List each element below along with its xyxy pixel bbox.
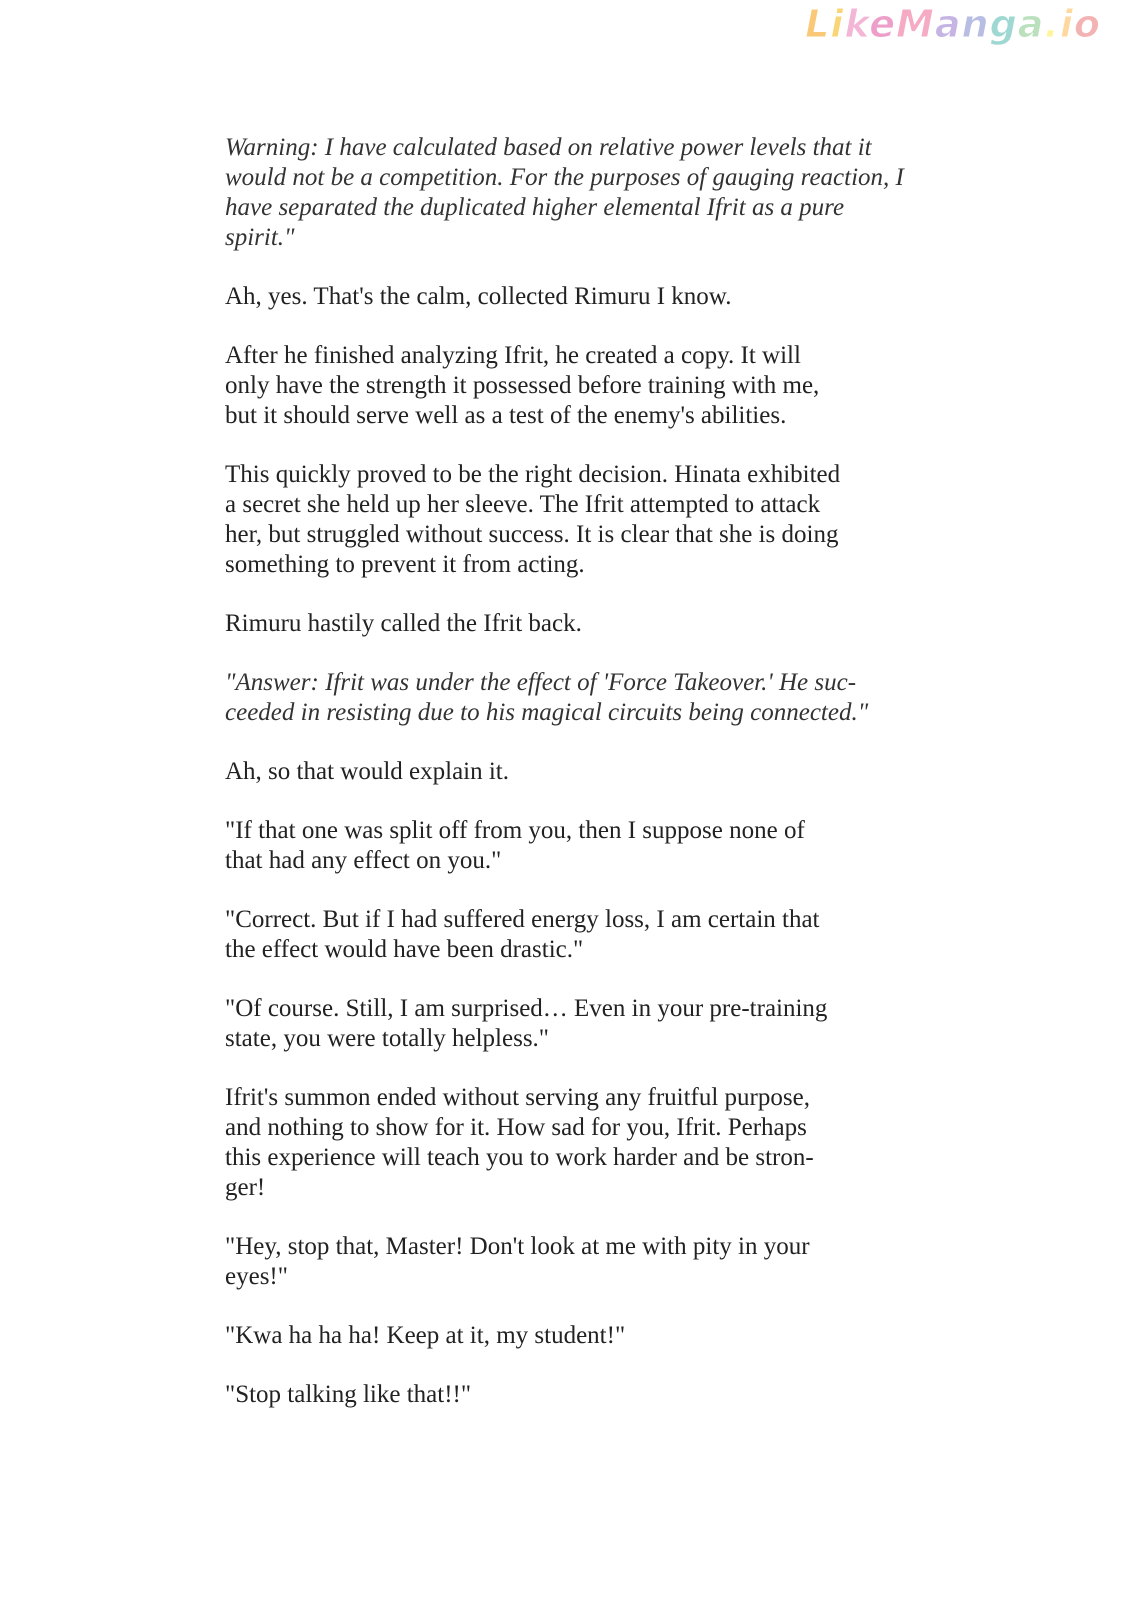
paragraph: "If that one was split off from you, then I suppose none of that had any effect on you." [225, 817, 805, 874]
watermark-letter: n [961, 2, 990, 46]
paragraph: After he finished analyzing Ifrit, he created a copy. It will only have the strength it possessed before training with me, but it should serve well as a test of the enemy's abilities. [225, 342, 820, 429]
paragraph: "Hey, stop that, Master! Don't look at me with pity in your eyes!" [225, 1233, 810, 1290]
paragraph: Ifrit's summon ended without serving any fruitful purpose, and nothing to show for it. How sad for you, Ifrit. Perhaps this experience will teach you to work harder and be stron- ger! [225, 1084, 814, 1201]
paragraph: Rimuru hastily called the Ifrit back. [225, 610, 582, 637]
watermark-letter: k [844, 2, 870, 46]
watermark-letter: M [896, 2, 935, 46]
watermark-letter: a [934, 2, 962, 46]
watermark-letter: g [989, 2, 1018, 46]
paragraph: This quickly proved to be the right decision. Hinata exhibited a secret she held up her sleeve. The Ifrit attempted to attack her, but struggled without success. It is clear that she is doing something to prevent it from acting. [225, 461, 841, 578]
paragraph: Warning: I have calculated based on relative power levels that it would not be a competition. For the purposes of gauging reaction, I have separated the duplicated higher elemental Ifrit as a pure spirit." [225, 134, 904, 251]
site-watermark [805, 2, 1101, 46]
paragraph: "Correct. But if I had suffered energy loss, I am certain that the effect would have been drastic." [225, 906, 820, 963]
watermark-letter: i [830, 2, 845, 46]
watermark-letter: a [1017, 2, 1045, 46]
paragraph: "Stop talking like that!!" [225, 1381, 472, 1408]
watermark-letter: L [805, 2, 831, 46]
paragraph: Ah, so that would explain it. [225, 758, 509, 785]
paragraph: "Answer: Ifrit was under the effect of 'Force Takeover.' He suc- ceeded in resisting due to his magical circuits being connected." [225, 669, 869, 726]
text-page [225, 133, 905, 1439]
paragraph: "Of course. Still, I am surprised… Even in your pre-training state, you were totally helpless." [225, 995, 828, 1052]
watermark-letter: e [869, 2, 897, 46]
watermark-letter: o [1073, 2, 1101, 46]
paragraph: Ah, yes. That's the calm, collected Rimuru I know. [225, 283, 732, 310]
watermark-letter: i [1059, 2, 1074, 46]
watermark-letter: . [1044, 2, 1060, 46]
paragraph: "Kwa ha ha ha! Keep at it, my student!" [225, 1322, 626, 1349]
